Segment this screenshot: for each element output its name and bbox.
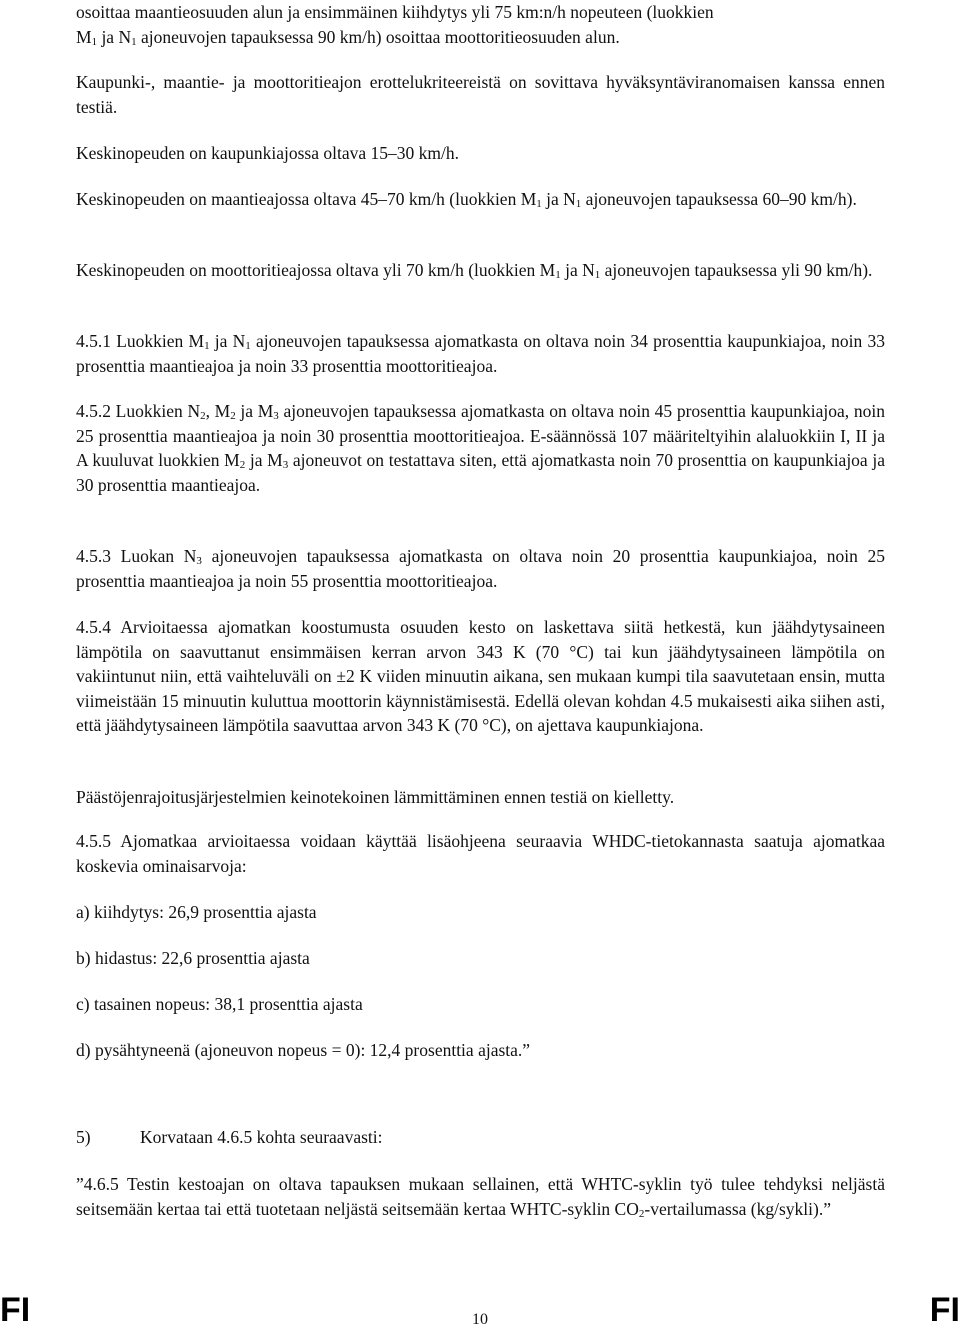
text-run: ja M bbox=[235, 401, 274, 421]
subscript: 1 bbox=[536, 198, 542, 210]
subscript: 1 bbox=[91, 35, 98, 48]
paragraph-4-5-5: 4.5.5 Ajomatkaa arvioitaessa voidaan käyttää lisäohjeena seuraavia WHDC-tietokannasta saatuja ajomatkaa koskevia ominaisarvoja: bbox=[76, 831, 885, 876]
subscript: 1 bbox=[575, 198, 582, 210]
subscript: 1 bbox=[204, 340, 210, 352]
item-5-number: 5) bbox=[76, 1127, 91, 1147]
subscript: 3 bbox=[273, 410, 279, 422]
paragraph-rural-speed bbox=[76, 187, 885, 212]
text-run: ajoneuvot on testattava siten, että ajomatkasta noin 70 prosenttia on kaupunkiajoa ja 30 prosenttia maantieajoa. bbox=[76, 450, 885, 495]
footer-language-left: FI bbox=[0, 1291, 31, 1329]
paragraph-criteria: Kaupunki-, maantie- ja moottoritieajon erottelukriteereistä on sovittava hyväksyntäviranomaisen kanssa ennen testiä. bbox=[76, 72, 885, 117]
paragraph-4-6-5 bbox=[76, 1172, 885, 1221]
text-run: 4.5.2 Luokkien N bbox=[76, 401, 201, 421]
subscript: 2 bbox=[230, 410, 236, 422]
footer-language-right: FI bbox=[929, 1291, 960, 1329]
subscript: 3 bbox=[196, 555, 202, 567]
text-run: , M bbox=[205, 401, 231, 421]
text-run: Keskinopeuden on moottoritieajossa oltava yli 70 km/h (luokkien M bbox=[76, 260, 556, 280]
subscript: 1 bbox=[131, 35, 137, 48]
text-run: ja N bbox=[560, 260, 595, 280]
text-run: osoittaa maantieosuuden alun ja ensimmäinen kiihdytys yli 75 km:n/h nopeuteen (luokkien bbox=[76, 2, 714, 22]
text-run: ja N bbox=[209, 331, 246, 351]
text-run: 4.5.3 Luokan N bbox=[76, 546, 197, 566]
list-item-a: a) kiihdytys: 26,9 prosenttia ajasta bbox=[76, 902, 317, 922]
item-5-text: Korvataan 4.6.5 kohta seuraavasti: bbox=[140, 1127, 383, 1147]
subscript: 1 bbox=[594, 269, 601, 281]
subscript: 1 bbox=[245, 340, 251, 352]
subscript: 3 bbox=[282, 459, 289, 472]
paragraph-4-5-1 bbox=[76, 329, 885, 378]
text-run: 4.5.1 Luokkien M bbox=[76, 331, 205, 351]
text-run: -vertailumassa (kg/sykli).” bbox=[644, 1198, 831, 1219]
subscript: 2 bbox=[200, 410, 206, 422]
list-item-c: c) tasainen nopeus: 38,1 prosenttia ajasta bbox=[76, 994, 363, 1014]
subscript: 2 bbox=[638, 1207, 645, 1220]
text-run: ja M bbox=[245, 450, 283, 471]
paragraph-heating-prohibited: Päästöjenrajoitusjärjestelmien keinotekoinen lämmittäminen ennen testiä on kielletty. bbox=[76, 787, 675, 807]
paragraph-urban-speed: Keskinopeuden on kaupunkiajossa oltava 15–30 km/h. bbox=[76, 143, 459, 163]
text-run: ajoneuvojen tapauksessa 60–90 km/h). bbox=[581, 189, 857, 209]
text-run: ajoneuvojen tapauksessa ajomatkasta on oltava noin 34 prosenttia kaupunkiajoa, noin 33 prosenttia maantieajoa ja noin 33 prosenttia moottoritieajoa. bbox=[76, 331, 885, 376]
paragraph-4-5-2 bbox=[76, 399, 885, 497]
text-run: ja N bbox=[541, 189, 576, 209]
paragraph-4-5-4: 4.5.4 Arvioitaessa ajomatkan koostumusta osuuden kesto on laskettava siitä hetkestä, kun jäähdytysaineen lämpötila on saavuttanut ensimmäisen kerran arvon 343 K (70 °C) tai kun jäähdytysaineen lämpötila on vakiintunut niin, että vaihteluväli on ±2 K viiden minuutin aikana, sen mukaan kumpi tila saavutetaan ensin, mutta viimeistään 15 minuutin kuluttua moottorin käynnistämisestä. Edellä olevan kohdan 4.5 mukaisesti aika siihen asti, että jäähdytysaineen lämpötila saavuttaa arvon 343 K (70 °C), on ajettava kaupunkiajona. bbox=[76, 617, 885, 736]
paragraph-4-5-3 bbox=[76, 544, 885, 593]
text-run: Keskinopeuden on maantieajossa oltava 45–70 km/h (luokkien M bbox=[76, 189, 537, 209]
text-run: ajoneuvojen tapauksessa 90 km/h) osoittaa moottoritieosuuden alun. bbox=[136, 26, 620, 47]
subscript: 1 bbox=[555, 269, 561, 281]
paragraph-motorway-speed bbox=[76, 258, 885, 283]
list-item-b: b) hidastus: 22,6 prosenttia ajasta bbox=[76, 948, 310, 968]
paragraph-intro bbox=[76, 0, 885, 49]
text-run: ajoneuvojen tapauksessa ajomatkasta on oltava noin 45 prosenttia kaupunkiajoa, noin 25 prosenttia maantieajoa ja noin 30 prosenttia moottoritieajoa. E-säännössä 107 määriteltyihin alaluokkiin I, II ja A kuuluvat luokkien M bbox=[76, 401, 885, 471]
text-run: ”4.6.5 Testin kestoajan on oltava tapauksen mukaan sellainen, että WHTC-syklin työ tulee tehdyksi neljästä seitsemään kertaa tai että tuotetaan neljästä seitsemään kertaa WHTC-syklin CO bbox=[76, 1174, 885, 1219]
text-run: ja N bbox=[97, 26, 132, 47]
list-item-d: d) pysähtyneenä (ajoneuvon nopeus = 0): 12,4 prosenttia ajasta.” bbox=[76, 1040, 531, 1060]
text-run: M bbox=[76, 26, 92, 47]
text-run: ajoneuvojen tapauksessa ajomatkasta on oltava noin 20 prosenttia kaupunkiajoa, noin 25 prosenttia maantieajoa ja noin 55 prosenttia moottoritieajoa. bbox=[76, 546, 885, 591]
text-run: ajoneuvojen tapauksessa yli 90 km/h). bbox=[600, 260, 873, 280]
page-number: 10 bbox=[472, 1311, 488, 1328]
subscript: 2 bbox=[239, 459, 246, 472]
